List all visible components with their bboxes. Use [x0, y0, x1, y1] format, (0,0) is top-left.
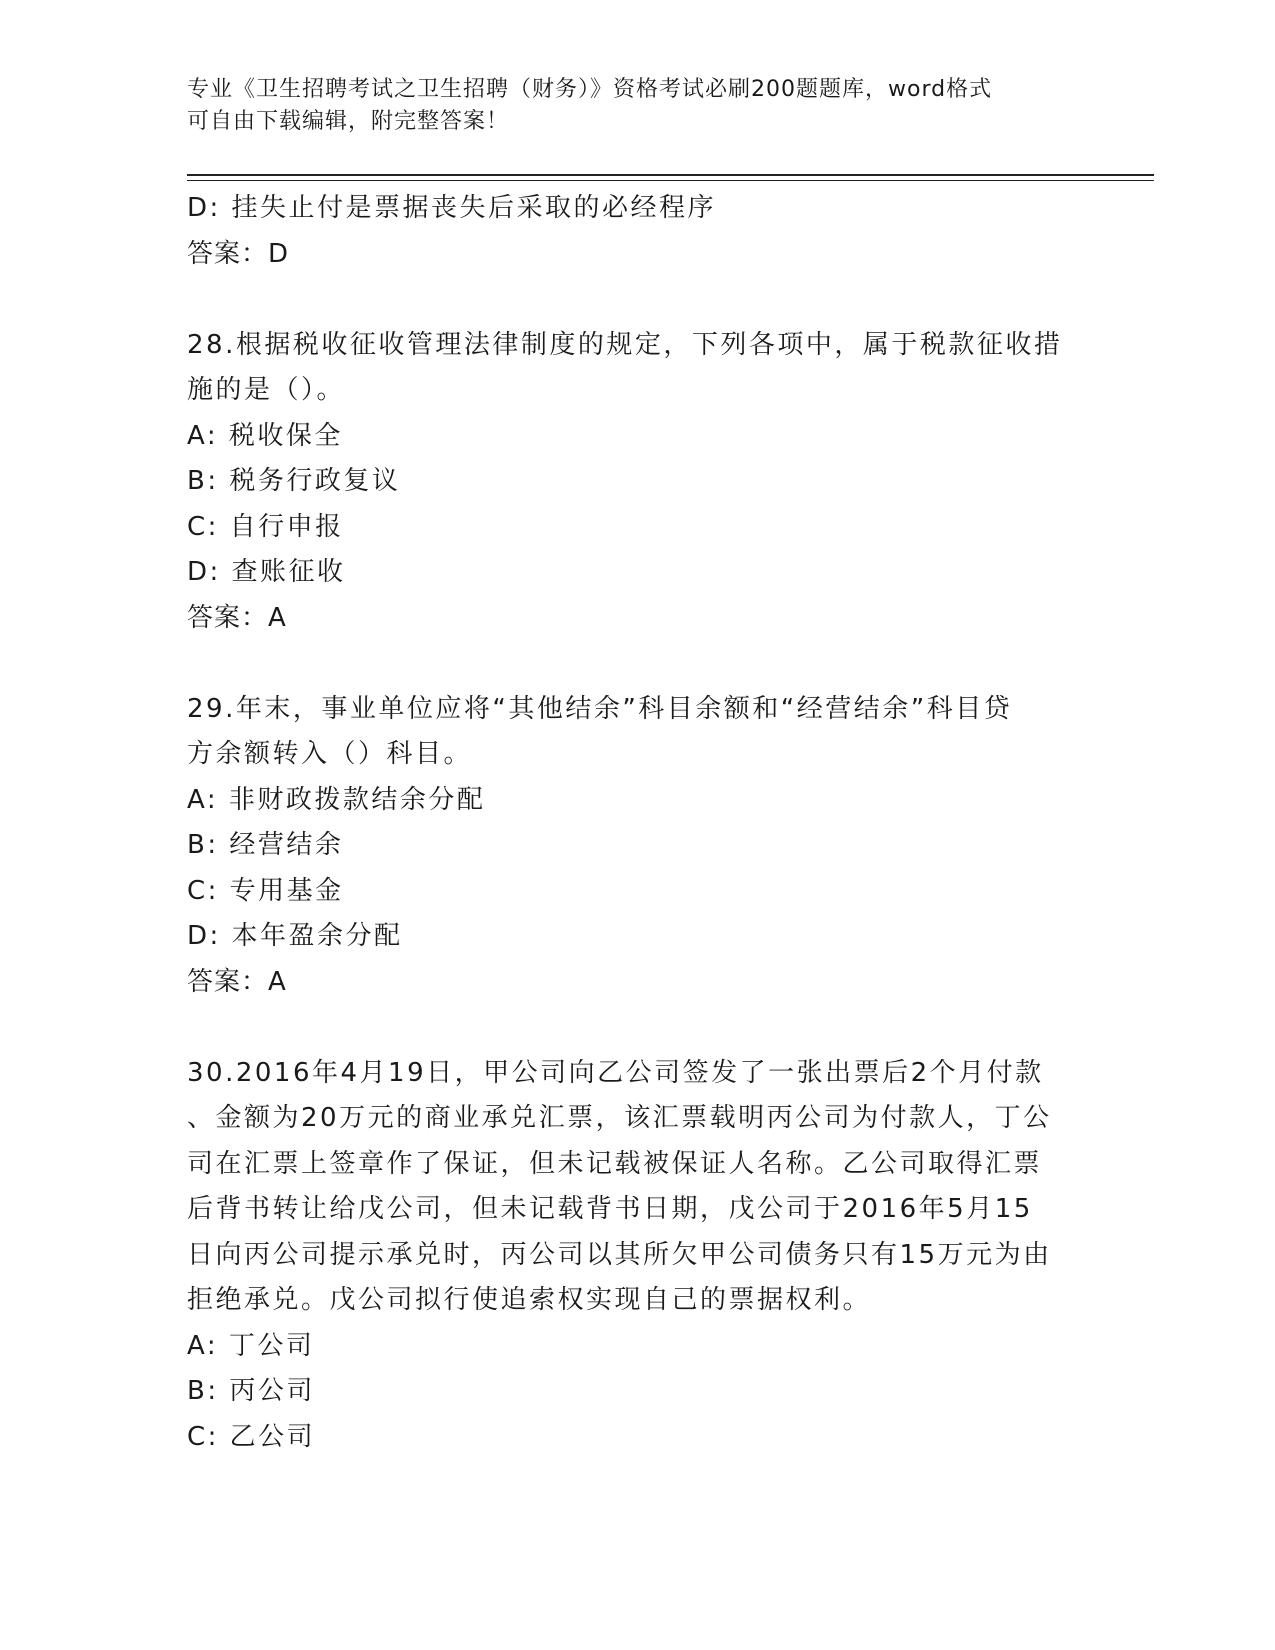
question-stem-line: 方余额转入（）科目。 [187, 739, 473, 769]
question-28 [187, 323, 1077, 642]
header-line-2: 可自由下载编辑，附完整答案！ [187, 109, 510, 134]
question-stem-line: 28.根据税收征收管理法律制度的规定，下列各项中，属于税款征收措 [187, 329, 1063, 360]
option-d: D: 本年盈余分配 [187, 921, 403, 951]
option-c: C: 自行申报 [187, 511, 344, 542]
option-b: B: 经营结余 [187, 830, 344, 860]
header-divider-thin [187, 180, 1154, 181]
question-stem-line: 施的是（）。 [187, 375, 346, 405]
spacer [187, 1005, 1077, 1051]
option-c: C: 乙公司 [187, 1421, 316, 1452]
question-30 [187, 1051, 1077, 1461]
document-body [187, 186, 1077, 1460]
option-d: D: 查账征收 [187, 557, 346, 587]
option-b: B: 税务行政复议 [187, 466, 401, 496]
question-stem-line: 、金额为20万元的商业承兑汇票，该汇票载明丙公司为付款人，丁公 [187, 1103, 1052, 1133]
option-a: A: 非财政拨款结余分配 [187, 784, 486, 815]
option-c: C: 专用基金 [187, 875, 344, 906]
answer: 答案：A [187, 966, 287, 997]
option-b: B: 丙公司 [187, 1376, 315, 1406]
spacer [187, 277, 1077, 323]
question-stem-line: 拒绝承兑。戊公司拟行使追索权实现自己的票据权利。 [187, 1285, 872, 1315]
answer: 答案：A [187, 602, 287, 633]
question-stem-line: 司在汇票上签章作了保证，但未记载被保证人名称。乙公司取得汇票 [187, 1148, 1043, 1179]
option-a: A: 税收保全 [187, 420, 343, 451]
question-stem-line: 29.年末，事业单位应将“其他结余”科目余额和“经营结余”科目贷 [187, 693, 1013, 724]
header-line-1: 专业《卫生招聘考试之卫生招聘（财务）》资格考试必刷200题题库，word格式 [187, 77, 993, 102]
question-stem-line: 30.2016年4月19日，甲公司向乙公司签发了一张出票后2个月付款 [187, 1057, 1044, 1088]
document-header [187, 74, 1067, 138]
prev-answer: 答案：D [187, 238, 290, 269]
prev-option-d: D: 挂失止付是票据丧失后采取的必经程序 [187, 193, 717, 223]
spacer [187, 641, 1077, 687]
option-a: A: 丁公司 [187, 1330, 315, 1361]
header-divider-thick [187, 174, 1154, 176]
question-stem-line: 后背书转让给戊公司，但未记载背书日期，戊公司于2016年5月15 [187, 1194, 1033, 1224]
question-29 [187, 687, 1077, 1006]
question-stem-line: 日向丙公司提示承兑时，丙公司以其所欠甲公司债务只有15万元为由 [187, 1239, 1052, 1270]
